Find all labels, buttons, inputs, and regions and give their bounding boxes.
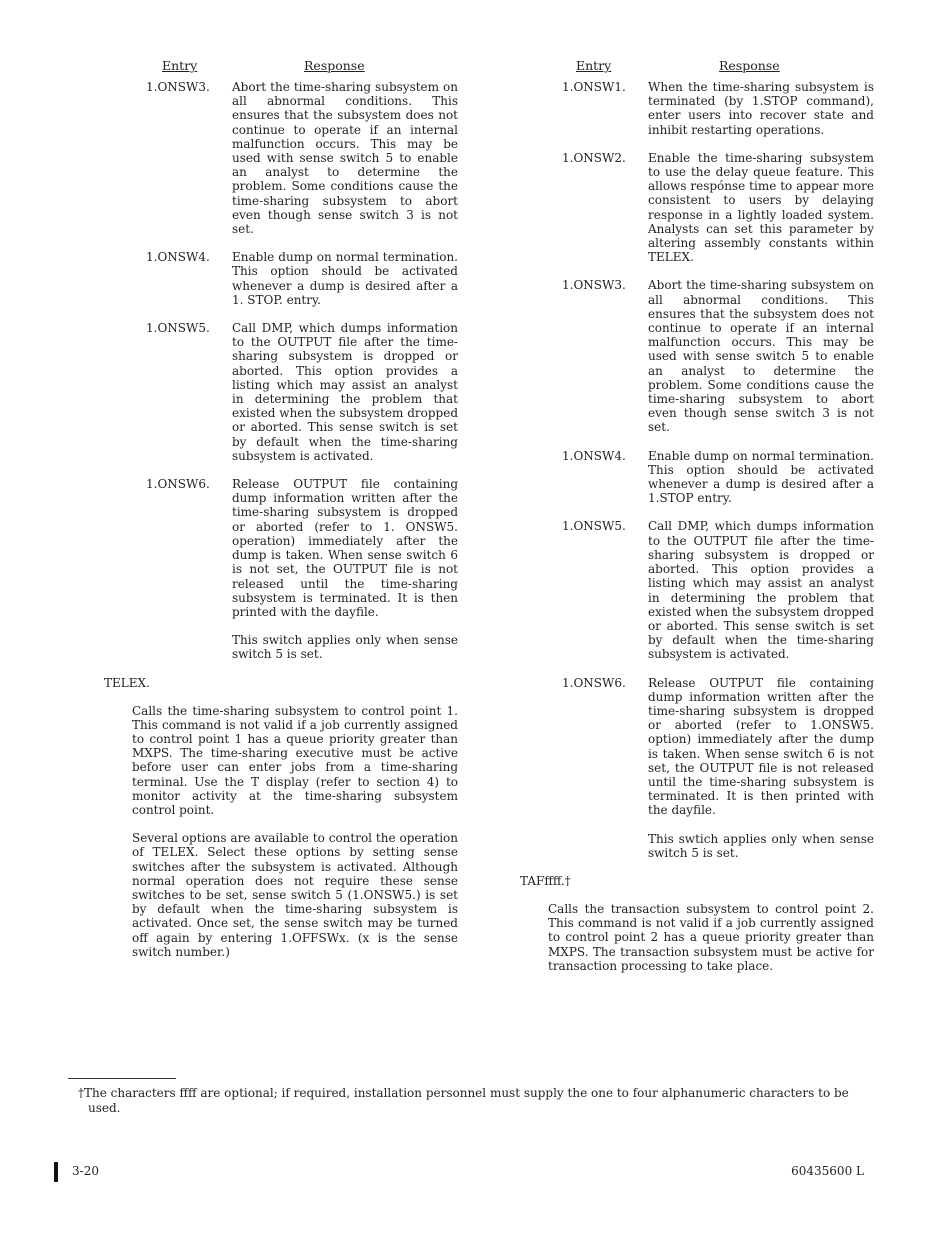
entry-name: 1.ONSW6. [562,675,626,690]
entry-name: 1.ONSW5. [562,519,626,534]
page-number: 3-20 [72,1164,99,1178]
entry-name: 1.ONSW4. [562,448,626,463]
footnote-rule [68,1078,176,1079]
entry-response [232,80,458,236]
response-paragraph: This switch applies only when sense switch 5 is set. [232,633,458,662]
left-column-header [104,58,464,80]
response-paragraph: Call DMP, which dumps information to the OUTPUT file after the time-sharing subsystem is dropped or aborted. This option provides a listing which may assist an analyst in determining the problem that existed when the subsystem dropped or aborted. This sense switch is set by default when the time-sharing subsystem is activated. [232,321,458,463]
entry-response [648,151,874,265]
entry-response [648,449,874,506]
footnote [78,1086,868,1116]
entry-name: 1.ONSW3. [146,80,210,94]
response-paragraph: Abort the time-sharing subsystem on all abnormal conditions. This ensures that the subsystem does not continue to operate if an internal malfunction occurs. This may be used with sense switch 5 to enable an analyst to determine the problem. Some conditions cause the time-sharing subsystem to abort even though sense switch 3 is not set. [232,80,458,237]
entry-response [648,278,874,434]
entry-response [648,80,874,137]
response-paragraph: Enable dump on normal termination. This option should be activated whenever a dump is desired after a 1. STOP. entry. [232,250,458,307]
sense-switch-entry [520,151,880,265]
sense-switch-entry [104,80,464,236]
response-heading: Response [719,58,780,73]
description-paragraph: Calls the transaction subsystem to control point 2. This command is not valid if a job currently assigned to control point 2 has a queue priority greater than MXPS. The transaction subsystem must be active for transaction processing to take place. [548,901,874,973]
right-entries [520,80,880,860]
entry-response [648,676,874,860]
document-number: 60435600 L [791,1164,864,1178]
response-heading: Response [304,58,365,73]
telex-description [104,704,464,959]
sense-switch-entry [104,321,464,463]
sense-switch-entry [520,449,880,506]
description-paragraph: Several options are available to control the operation of TELEX. Select these options by setting sense switches after the subsystem is activated. Although normal operation does not require these sense switches to be set, sense switch 5 (1.ONSW5.) is set by default when the time-sharing subsystem is activated. Once set, the sense switch may be turned off again by entering 1.OFFSWx. (x is the sense switch number.) [132,831,458,959]
right-column [520,58,880,987]
response-paragraph: Call DMP, which dumps information to the OUTPUT file after the time-sharing subsystem is dropped or aborted. This option provides a listing which may assist an analyst in determining the problem that existed when the subsystem dropped or aborted. This sense switch is set by default when the time-sharing subsystem is activated. [648,519,874,662]
response-paragraph: When the time-sharing subsystem is terminated (by 1.STOP command), enter users into recover state and inhibit restarting operations. [648,80,874,137]
entry-response [232,250,458,307]
footnote-text: †The characters ffff are optional; if required, installation personnel must supply the one to four alphanumeric characters to be used. [78,1086,849,1115]
response-paragraph: This swtich applies only when sense switch 5 is set. [648,831,874,860]
response-paragraph: Enable the time-sharing subsystem to use the delay queue feature. This allows respónse time to appear more consistent to users by delaying response in a lightly loaded system. Analysts can set this parameter by altering assembly constants within TELEX. [648,150,874,265]
left-entries [104,80,464,662]
sense-switch-entry [104,477,464,661]
taf-command: TAFffff.† [520,873,571,888]
response-paragraph: Enable dump on normal termination. This option should be activated whenever a dump is desired after a 1.STOP entry. [648,448,874,506]
response-paragraph: Release OUTPUT file containing dump information written after the time-sharing subsystem is dropped or aborted (refer to 1.ONSW5. option) immediately after the dump is taken. When sense switch 6 is not set, the OUTPUT file is not released until the time-sharing subsystem is terminated. It is then printed with the dayfile. [648,675,874,818]
entry-name: 1.ONSW6. [146,477,210,492]
sense-switch-entry [520,676,880,860]
entry-response [648,519,874,661]
entry-heading: Entry [576,58,612,73]
left-column [104,58,464,973]
entry-response [232,477,458,661]
entry-heading: Entry [162,58,198,73]
entry-name: 1.ONSW4. [146,250,210,265]
sense-switch-entry [520,519,880,661]
taf-description [520,902,880,973]
entry-name: 1.ONSW5. [146,321,210,336]
sense-switch-entry [104,250,464,307]
entry-name: 1.ONSW2. [562,150,626,165]
right-column-header [520,58,880,80]
description-paragraph: Calls the time-sharing subsystem to control point 1. This command is not valid if a job currently assigned to control point 1 has a queue priority greater than MXPS. The time-sharing executive must be active before user can enter jobs from a time-sharing terminal. Use the T display (refer to section 4) to monitor activity at the time-sharing subsystem control point. [132,703,458,817]
response-paragraph: Release OUTPUT file containing dump information written after the time-sharing subsystem is dropped or aborted (refer to 1. ONSW5. operation) immediately after the dump is taken. When sense switch 6 is not set, the OUTPUT file is not released until the time-sharing subsystem is terminated. It is then printed with the dayfile. [232,477,458,619]
entry-name: 1.ONSW1. [562,80,626,94]
change-bar [54,1162,58,1182]
telex-command: TELEX. [104,675,150,690]
response-paragraph: Abort the time-sharing subsystem on all abnormal conditions. This ensures that the subsystem does not continue to operate if an internal malfunction occurs. This may be used with sense switch 5 to enable an analyst to determine the problem. Some conditions cause the time-sharing subsystem to abort even though sense switch 3 is not set. [648,278,874,435]
entry-response [232,321,458,463]
entry-name: 1.ONSW3. [562,278,626,293]
sense-switch-entry [520,80,880,137]
sense-switch-entry [520,278,880,434]
